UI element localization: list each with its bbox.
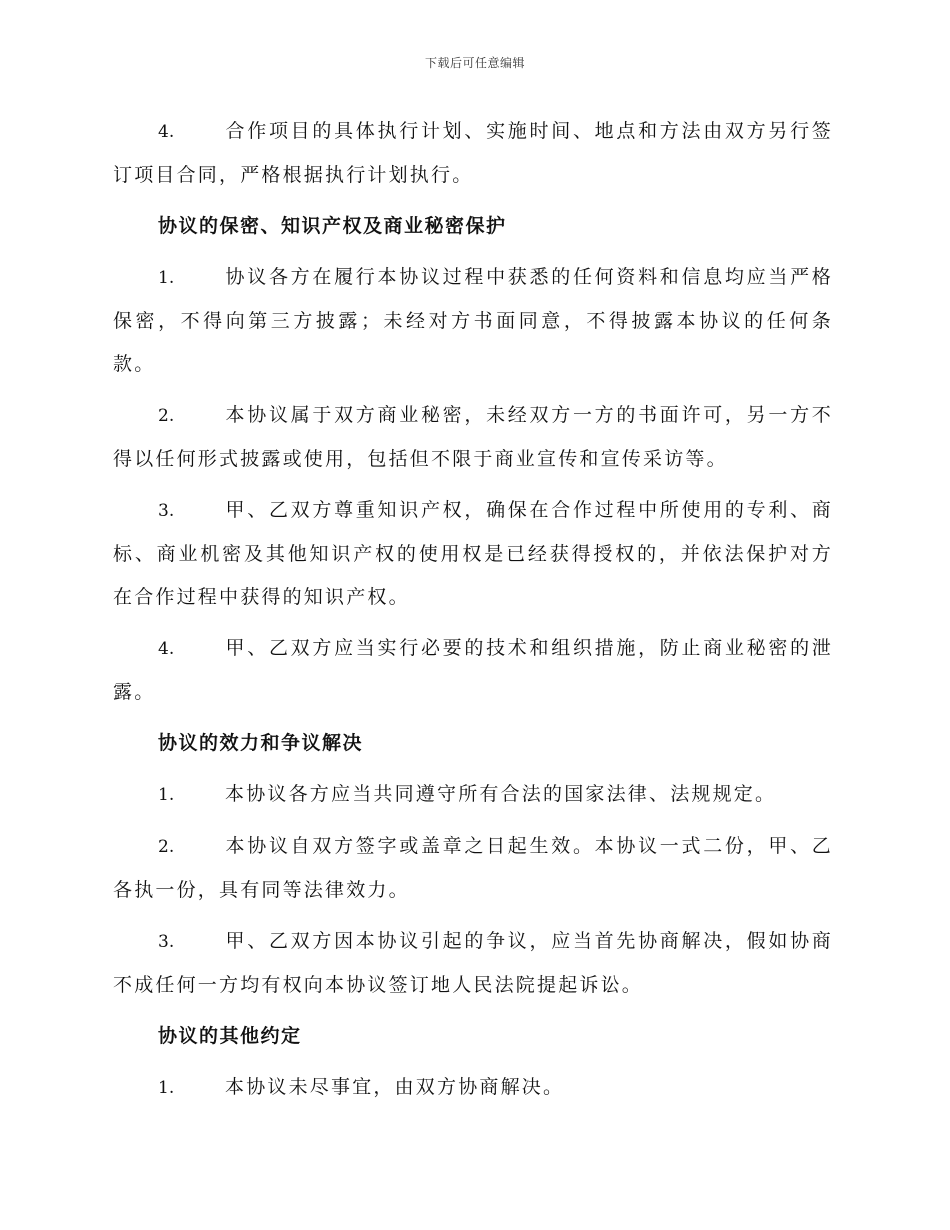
list-item xyxy=(113,110,833,197)
list-item xyxy=(113,773,833,817)
list-item xyxy=(113,627,833,714)
item-number: 1. xyxy=(158,268,175,288)
item-number: 1. xyxy=(158,785,175,805)
item-number: 2. xyxy=(158,406,175,426)
item-text: 合作项目的具体执行计划、实施时间、地点和方法由双方另行签订项目合同，严格根据执行计划执行。 xyxy=(113,120,833,186)
list-item xyxy=(113,1066,833,1110)
document-body xyxy=(113,110,833,1118)
item-number: 3. xyxy=(158,932,175,952)
item-number: 4. xyxy=(158,122,175,142)
section-heading: 协议的保密、知识产权及商业秘密保护 xyxy=(158,215,507,237)
item-number: 3. xyxy=(158,501,175,521)
item-number: 1. xyxy=(158,1078,175,1098)
item-number: 2. xyxy=(158,837,175,857)
item-text: 协议各方在履行本协议过程中获悉的任何资料和信息均应当严格保密，不得向第三方披露；未经对方书面同意，不得披露本协议的任何条款。 xyxy=(113,266,833,375)
section-heading: 协议的效力和争议解决 xyxy=(158,732,364,754)
item-text: 甲、乙双方因本协议引起的争议，应当首先协商解决，假如协商不成任何一方均有权向本协议签订地人民法院提起诉讼。 xyxy=(113,930,833,996)
list-item xyxy=(113,920,833,1007)
page-header: 下载后可任意编辑 xyxy=(424,56,525,70)
section-heading: 协议的其他约定 xyxy=(158,1025,302,1047)
list-item xyxy=(113,489,833,619)
list-item xyxy=(113,394,833,481)
item-text: 本协议未尽事宜，由双方协商解决。 xyxy=(225,1076,565,1098)
item-text: 甲、乙双方应当实行必要的技术和组织措施，防止商业秘密的泄露。 xyxy=(113,637,833,703)
item-text: 本协议自双方签字或盖章之日起生效。本协议一式二份，甲、乙各执一份，具有同等法律效力。 xyxy=(113,835,833,901)
item-text: 本协议属于双方商业秘密，未经双方一方的书面许可，另一方不得以任何形式披露或使用，包括但不限于商业宣传和宣传采访等。 xyxy=(113,404,833,470)
item-number: 4. xyxy=(158,639,175,659)
list-item xyxy=(113,825,833,912)
item-text: 甲、乙双方尊重知识产权，确保在合作过程中所使用的专利、商标、商业机密及其他知识产权的使用权是已经获得授权的，并依法保护对方在合作过程中获得的知识产权。 xyxy=(113,499,833,608)
list-item xyxy=(113,256,833,386)
item-text: 本协议各方应当共同遵守所有合法的国家法律、法规规定。 xyxy=(225,783,777,805)
